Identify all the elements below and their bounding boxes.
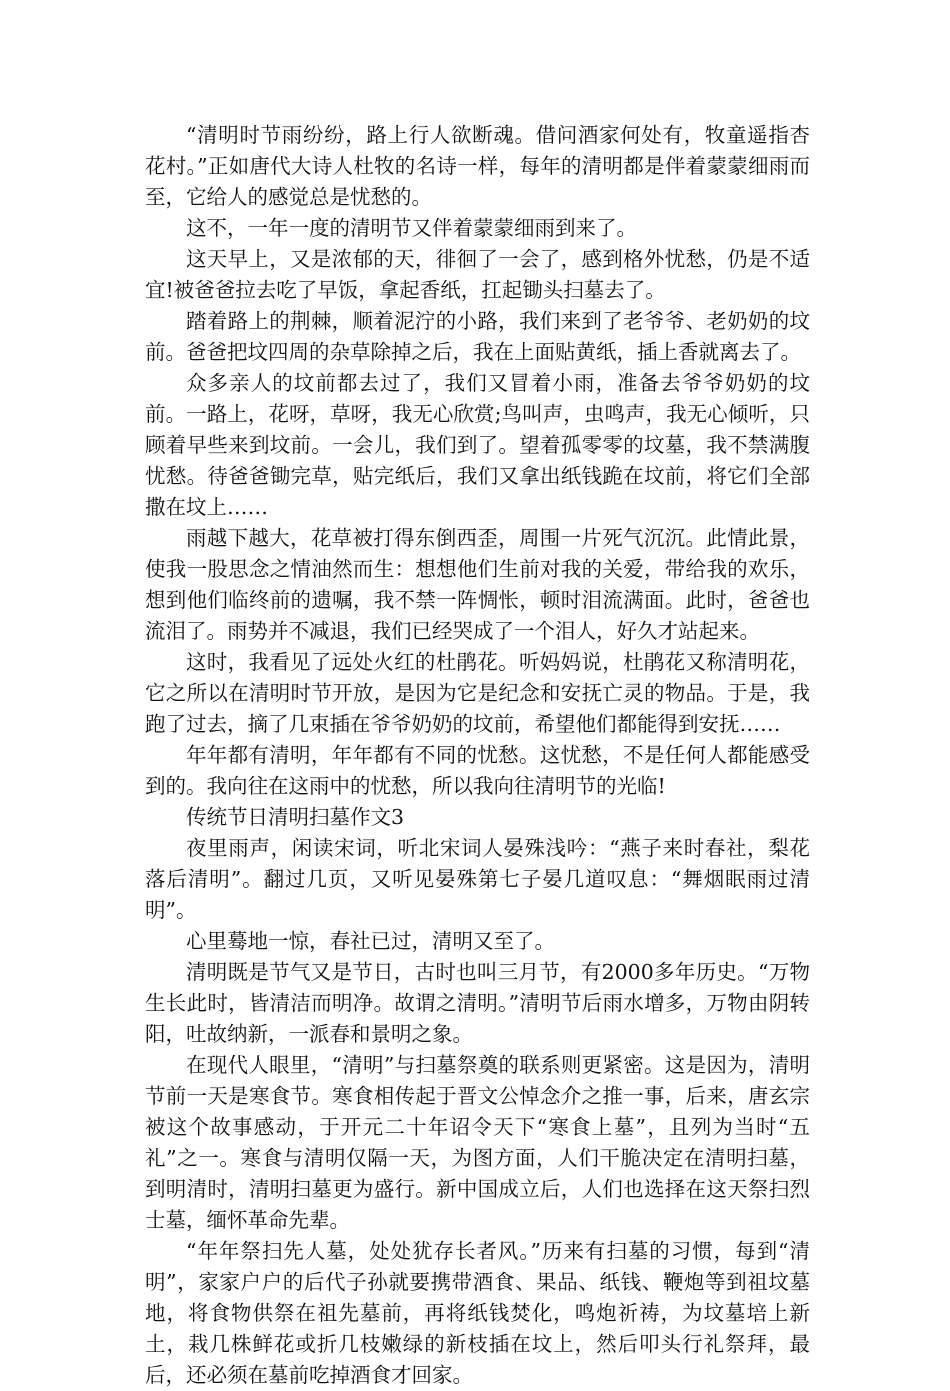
paragraph: 在现代人眼里，“清明”与扫墓祭奠的联系则更紧密。这是因为，清明节前一天是寒食节。寒食相传起于晋文公悼念介之推一事，后来，唐玄宗被这个故事感动，于开元二十年诏令天下“寒食上墓”，且列为当时“五礼”之一。寒食与清明仅隔一天，为图方面，人们干脆决定在清明扫墓，到明清时，清明扫墓更为盛行。新中国成立后，人们也选择在这天祭扫烈士墓，缅怀革命先辈。	[145, 1053, 810, 1232]
paragraph: 心里蓦地一惊，春社已过，清明又至了。	[186, 929, 555, 953]
paragraph: 众多亲人的坟前都去过了，我们又冒着小雨，准备去爷爷奶奶的坟前。一路上，花呀，草呀，我无心欣赏;鸟叫声，虫鸣声，我无心倾听，只顾着早些来到坟前。一会儿，我们到了。望着孤零零的坟墓，我不禁满腹忧愁。待爸爸锄完草，贴完纸后，我们又拿出纸钱跪在坟前，将它们全部撒在坟上……	[145, 371, 810, 519]
paragraph: 夜里雨声，闲读宋词，听北宋词人晏殊浅吟：“燕子来时春社，梨花落后清明”。翻过几页，又听见晏殊第七子晏几道叹息：“舞烟眠雨过清明”。	[145, 836, 810, 922]
section-heading: 传统节日清明扫墓作文3	[186, 805, 405, 829]
paragraph: 这时，我看见了远处火红的杜鹃花。听妈妈说，杜鹃花又称清明花，它之所以在清明时节开放，是因为它是纪念和安抚亡灵的物品。于是，我跑了过去，摘了几束插在爷爷奶奶的坟前，希望他们都能得到安抚……	[145, 650, 810, 736]
paragraph: 年年都有清明，年年都有不同的忧愁。这忧愁，不是任何人都能感受到的。我向往在这雨中的忧愁，所以我向往清明节的光临!	[145, 743, 810, 798]
paragraph: 这不，一年一度的清明节又伴着蒙蒙细雨到来了。	[186, 216, 637, 240]
paragraph: 踏着路上的荆棘，顺着泥泞的小路，我们来到了老爷爷、老奶奶的坟前。爸爸把坟四周的杂草除掉之后，我在上面贴黄纸，插上香就离去了。	[145, 309, 810, 364]
paragraph: 清明既是节气又是节日，古时也叫三月节，有2000多年历史。“万物生长此时，皆清洁而明净。故谓之清明。”清明节后雨水增多，万物由阴转阳，吐故纳新，一派春和景明之象。	[145, 960, 810, 1046]
paragraph: 这天早上，又是浓郁的天，徘徊了一会了，感到格外忧愁，仍是不适宜!被爸爸拉去吃了早饭，拿起香纸，扛起锄头扫墓去了。	[145, 247, 810, 302]
paragraph: “清明时节雨纷纷，路上行人欲断魂。借问酒家何处有，牧童遥指杏花村。”正如唐代大诗人杜牧的名诗一样，每年的清明都是伴着蒙蒙细雨而至，它给人的感觉总是忧愁的。	[145, 123, 810, 209]
paragraph: 雨越下越大，花草被打得东倒西歪，周围一片死气沉沉。此情此景，使我一股思念之情油然而生：想想他们生前对我的关爱，带给我的欢乐，想到他们临终前的遗嘱，我不禁一阵惆怅，顿时泪流满面。此时，爸爸也流泪了。雨势并不减退，我们已经哭成了一个泪人，好久才站起来。	[145, 526, 810, 643]
paragraph: “年年祭扫先人墓，处处犹存长者风。”历来有扫墓的习惯，每到“清明”，家家户户的后代子孙就要携带酒食、果品、纸钱、鞭炮等到祖坟墓地，将食物供祭在祖先墓前，再将纸钱焚化，鸣炮祈祷，为坟墓培上新土，栽几株鲜花或折几枝嫩绿的新枝插在坟上，然后叩头行礼祭拜，最后，还必须在墓前吃掉酒食才回家。	[145, 1239, 810, 1387]
document-body	[145, 120, 810, 1391]
